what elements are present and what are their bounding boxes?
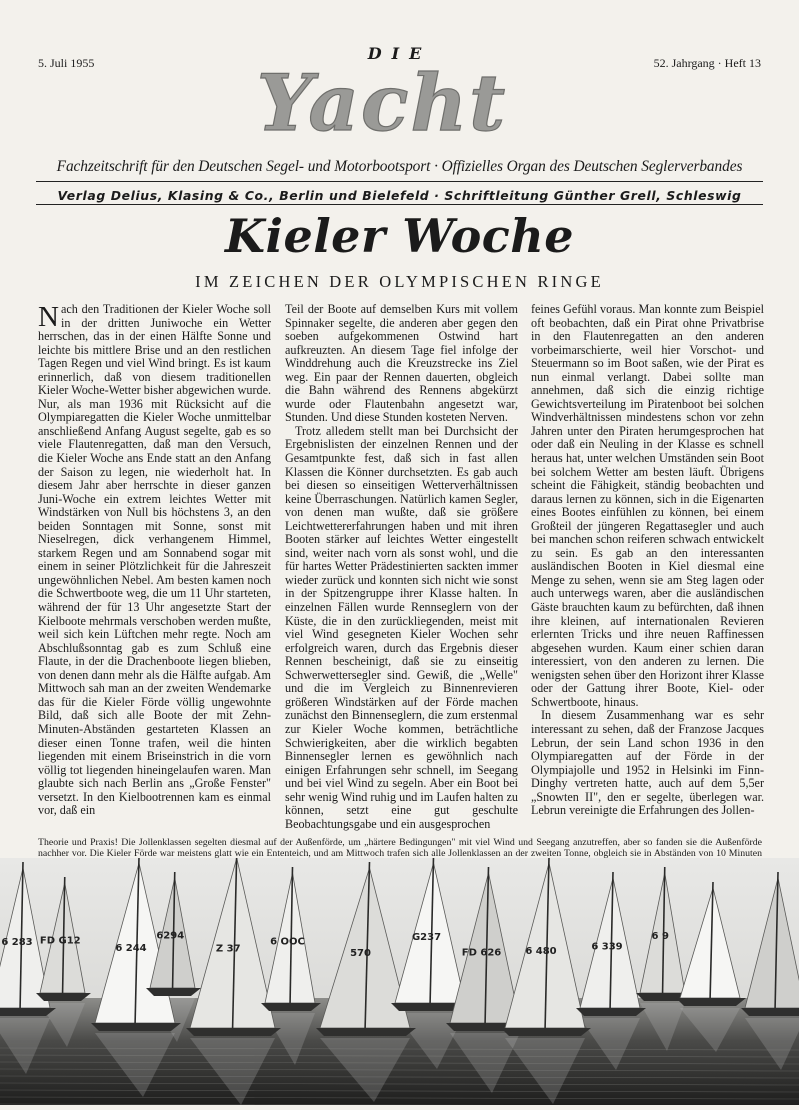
article-paragraph: Teil der Boote auf demselben Kurs mit vollem Spinnaker segelte, die anderen aber gegen den soeben aufgekommenen Ostwind hart aufkreuzten. An diesem Tage fiel infolge der Winddrehung auch die Kreuzstrecke ins Ziel weg. Ein paar der Rennen dauerten, obgleich die Bahn während des Rennens abgekürzt wurde oder Flautenbahn angesetzt war, Stunden. Und diese Stunden kosteten Nerven. bbox=[285, 303, 518, 425]
masthead-subtitle: Fachzeitschrift für den Deutschen Segel- und Motorbootsport · Offizielles Organ des Deutschen Seglerverbandes bbox=[56, 158, 743, 175]
sail-number: 6294 bbox=[156, 930, 185, 942]
hull bbox=[261, 1003, 321, 1011]
hull bbox=[741, 1008, 799, 1016]
hull bbox=[576, 1008, 646, 1016]
hull bbox=[501, 1028, 591, 1036]
sail-number: 6 OOC bbox=[270, 936, 305, 948]
article-paragraph: Trotz alledem stellt man bei Durchsicht der Ergebnislisten der einzelnen Rennen und der Gesamtpunkte fest, daß sich in fast allen Klassen die Könner durchsetzten. Es gab auch bei diesen so einseitigen Wetterverhältnissen keine Überraschungen. Natürlich kamen Segler, von denen man wußte, daß sie größere Leichtwettererfahrungen haben und mit ihren Booten stärker auf leichtes Wetter eingestellt sind, weiter nach vorn als sonst wohl, und die für hartes Wetter Prädestinierten sackten immer wieder zurück und konnten sich nicht wie sonst in der Spitzengruppe ihrer Klasse halten. In einzelnen Fällen wurde Rennseglern von der Küste, die in den zurückliegenden, meist mit viel Wind gesegneten Kieler Wochen sehr erfolgreich waren, durch das Ergebnis dieser Rennen bescheinigt, daß sie zu einseitig Schwerwettersegler sind. Gewiß, die „Welle" und die im Vergleich zu Binnenrevieren größeren Windstärken auf der Förde machen zunächst den Binnenseglern, die zum erstenmal zur Kieler Woche kommen, beträchtliche Schwierigkeiten, aber die wirklich begabten Binnensegler lernen es gewöhnlich nach einigen Erfahrungen sehr schnell, im Seegang und bei viel Wind zu segeln. Aber ein Boot bei sehr wenig Wind ruhig und im Laufen halten zu können, setzt eine gut geschulte Beobachtungsgabe und ein ausgesprochen bbox=[285, 423, 518, 831]
article-column-2 bbox=[285, 303, 518, 833]
sail-number: 6 480 bbox=[525, 945, 557, 957]
sail-number: G237 bbox=[411, 932, 442, 943]
article-paragraph bbox=[38, 303, 271, 818]
hull bbox=[186, 1028, 281, 1036]
drop-cap: N bbox=[38, 303, 59, 333]
divider bbox=[36, 181, 763, 182]
hull bbox=[676, 998, 746, 1006]
divider bbox=[36, 204, 763, 205]
masthead-logo bbox=[232, 58, 532, 159]
paragraph-text: ach den Traditionen der Kieler Woche soll in der dritten Juniwoche ein Wetter herrschen, das in der einen Hälfte Sonne und leichte bis mittlere Brise und an den restlichen Tagen Regen und viel Wind bringt. Es ist kaum erinnerlich, daß von diesem traditionellen Kieler Woche-Wetter bisher abgewichen wurde. Nur, als man 1936 mit Rücksicht auf die Olympiaregatten die Kieler Woche unmittelbar anschließend Anfang August segelte, gab es so viele Flautenregatten, daß man den Versuch, die Kieler Woche ans Ende statt an den Anfang der Saison zu legen, nie wiederholt hat. In diesem Jahr aber herrschte in dieser ganzen Juni-Woche ein extrem leichtes Wetter mit Windstärken von Null bis höchstens 3, an den beiden Sonntagen mit Sonne, sonst mit Nieselregen, dick verhangenem Himmel, starkem Regen und am Sonnabend sogar mit einem in seiner Plötzlichkeit für die Jahreszeit ungewöhnlichen Nebel. Am besten kamen noch die Schwertboote weg, die um 11 Uhr starteten, während der für 13 Uhr angesetzte Start der Kielboote mehrmals verschoben werden mußte, weil sich kein Lüftchen mehr regte. Noch am Abschlußsonntag gab es zum Schluß eine Flaute, in der die Drachenboote liegen blieben, von denen dann mehr als die Hälfte aufgab. Am Mittwoch sah man an der zweiten Wendemarke das für die Kieler Förde völlig ungewohnte Bild, daß sich alle Boote der mit Zehn-Minuten-Abständen gestarteten Klassen an dieser einen Tonne trafen, weil die hinten liegenden mit einem Briseinstrich in die vorn völlig tot liegenden hineingelaufen waren. Man glaubte sich nach Berlin ans „Große Fenster" versetzt. In den Kielbootrennen kam es einmal vor, daß ein bbox=[38, 303, 271, 818]
regatta-photo bbox=[0, 858, 799, 1105]
hull bbox=[91, 1023, 181, 1031]
sail-number: 6 339 bbox=[591, 941, 623, 953]
publisher-line: Verlag Delius, Klasing & Co., Berlin und Bielefeld · Schriftleitung Günther Grell, Schleswig bbox=[57, 188, 742, 203]
issue-number: 52. Jahrgang · Heft 13 bbox=[653, 56, 761, 70]
article-subtitle: IM ZEICHEN DER OLYMPISCHEN RINGE bbox=[195, 272, 604, 291]
masthead-die: DIE bbox=[367, 44, 432, 63]
sail-number: 6 9 bbox=[651, 931, 669, 942]
sail-number: 570 bbox=[350, 948, 371, 959]
article-column-3 bbox=[531, 303, 764, 833]
article-paragraph: In diesem Zusammenhang war es sehr interessant zu sehen, daß der Franzose Jacques Lebrun, der sein Land schon 1936 in den Olympiaregatten auf der Förde in der Olympiajolle und 1952 in Helsinki im Finn-Dinghy vertreten hatte, auch auf dem 5,5er „Snowten II", den er segelte, überlegen war. Lebrun vereinigte die Erfahrungen des Jollen- bbox=[531, 708, 764, 818]
sail-number: FD 626 bbox=[461, 947, 502, 959]
hull bbox=[316, 1028, 416, 1036]
article-title: Kieler Woche bbox=[224, 209, 575, 263]
caption-text: Theorie und Praxis! Die Jollenklassen segelten diesmal auf der Außenförde, um „härtere Bedingungen" mit viel Wind und Seegang anzutreffen, aber so fanden sie die Außenförde nachher vor. Die Kieler Förde war meistens glatt wie ein Ententeich, und am Mittwoch trafen sich alle Jollenklassen an der zweiten Tonne, obgleich sie in Abständen von 10 Minuten bbox=[38, 837, 762, 859]
sail-number: 6 244 bbox=[115, 943, 147, 954]
sail-number: 6 283 bbox=[1, 937, 33, 948]
issue-date: 5. Juli 1955 bbox=[38, 56, 95, 70]
article-paragraph: feines Gefühl voraus. Man konnte zum Beispiel oft beobachten, daß ein Pirat ohne Privatbrise in den Flautenregatten an den anderen vorbeimarschierte, weil hier Vorschot- und Steuermann so im Boot saßen, wie der Pirat es nun einmal verlangt. Dabei sollte man annehmen, daß sich die einzig richtige Gewichtsverteilung im Piratenboot bei solchen Windverhältnissen mindestens schon vor zehn Jahren unter den Piraten herumgesprochen hat oder daß ein Neuling in der Klasse es schnell heraus hat, unter welchen Umständen sein Boot bei solchem Wetter am besten läuft. Übrigens scheint die Fähigkeit, ständig beobachten und daraus lernen zu können, sich in die Eigenarten eines Bootes einfühlen zu können, bei einem Großteil der jüngeren Regattasegler und auch bei manchen schon reiferen schwach entwickelt zu sein. Es gab an den interessanten ausländischen Booten in Kiel diesmal eine Menge zu sehen, wenn sie am Steg lagen oder auch unterwegs waren, aber die ausländischen Gäste brauchten kaum zu befürchten, daß ihnen ihre kleinen, auf internationalen Revieren erlernten Tricks und ihre neuen Raffinessen abgesehen wurden. Kaum einer schien daran interessiert, von den anderen zu lernen. Die wenigsten sehen über den Horizont ihrer Klasse oder der Gattung ihrer Boote, Kiel- oder Schwertboote, hinaus. bbox=[531, 303, 764, 709]
sail-number: FD G12 bbox=[39, 935, 81, 947]
sail-number: Z 37 bbox=[215, 943, 241, 955]
article-column-1 bbox=[38, 303, 271, 833]
masthead-logo-text: Yacht bbox=[256, 58, 508, 149]
